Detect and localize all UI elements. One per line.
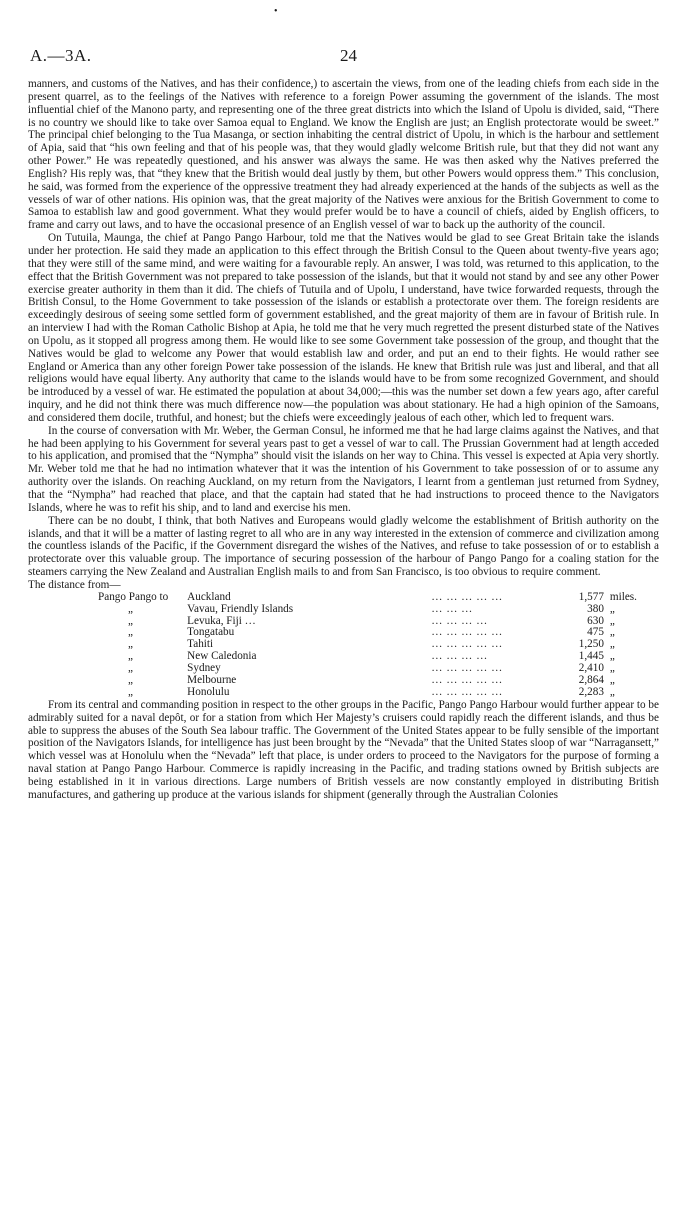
distance-miles: 1,250	[578, 638, 604, 651]
leader-dots: … … … … …	[431, 662, 503, 675]
distance-miles: 2,864	[578, 674, 604, 687]
distance-unit: miles.	[609, 590, 637, 603]
destination: Honolulu	[187, 686, 230, 698]
ditto-mark: „	[609, 686, 615, 698]
destination: Auckland	[187, 590, 231, 603]
ditto-mark: „	[609, 638, 615, 651]
destination: Melbourne	[187, 674, 237, 687]
paragraph-1: manners, and customs of the Natives, and has their confidence,) to ascertain the views, from one of the leading chiefs from each side in the present quarrel, as to the feelings of the Natives with reference to a foreign Power assuming the government of the islands. The most influential chief of the Manono party, and representing one of the three great districts into which the Island of Upolu is divided, said, “There is no country we should like to take over Samoa equal to England. We know the English are just; an English protectorate would be sweet.” The principal chief belonging to the Tua Masanga, or section inhabiting the central district of Upolu, in which is the harbour and settlement of Apia, said that “his own feeling and that of his people was, that they would gladly welcome British rule, but that they did not want any other Power.” He was repeatedly questioned, and his answer was always the same. He was then asked why the Natives preferred the English? His reply was, that “they knew that the British would deal justly by them, but other Powers would oppress them.” This conclusion, he said, was formed from the experience of the oppressive treatment they had already experienced at the hands of the subjects as well as the vessels of war of other nations. His opinion was, that the great majority of the Natives were anxious for the British Government to come to Samoa to establish law and good government. What they would prefer would be to have a council of chiefs, aided by English officers, to frame and carry out laws, and to have the occasional presence of an English vessel of war to back up the authority of the council.	[28, 78, 659, 232]
leader-dots: … … …	[431, 602, 473, 615]
ditto-mark: „	[609, 626, 615, 639]
destination: Levuka, Fiji …	[187, 614, 256, 627]
paragraph-3: In the course of conversation with Mr. Weber, the German Consul, he informed me that he had large claims against the Natives, and that he had been applying to his Government for several years past to get a vessel of war to call. The Prussian Government had at length acceded to his application, and promised that the “Nympha” should visit the islands on her way to China. This vessel is expected at Apia very shortly. Mr. Weber told me that he had no intimation whatever that it was the intention of his Government to take possession of or to assume any authority over the islands. On reaching Auckland, on my return from the Navigators, I learnt from a gentleman just returned from Sydney, that the “Nympha” had reached that place, and that the captain had stated that he had instructions to proceed thence to the Navigators Islands, where he was to refit his ship, and to land and exercise his men.	[28, 424, 659, 514]
ditto-mark: „	[609, 674, 615, 687]
distance-row	[98, 627, 659, 639]
destination: New Caledonia	[187, 650, 257, 663]
destination: Tahiti	[187, 638, 214, 651]
ditto-mark: „	[128, 650, 133, 663]
distance-miles: 630	[587, 614, 604, 627]
distance-row	[98, 663, 659, 675]
page-body	[28, 78, 659, 802]
leader-dots: … … … …	[431, 650, 488, 663]
destination: Vavau, Friendly Islands	[187, 602, 294, 615]
distance-row	[98, 592, 659, 604]
distance-miles: 380	[587, 602, 604, 615]
top-mark: •	[274, 6, 278, 17]
distance-intro: The distance from—	[28, 578, 121, 591]
distance-row	[98, 639, 659, 651]
distance-miles: 2,283	[578, 686, 604, 698]
page-number: 24	[340, 46, 357, 65]
ditto-mark: „	[128, 662, 133, 675]
distance-row	[98, 651, 659, 663]
distance-miles: 475	[587, 626, 604, 639]
paragraph-4: There can be no doubt, I think, that both Natives and Europeans would gladly welcome the establishment of British authority on the islands, and that it will be a matter of lasting regret to all who are in any way interested in the extension of commerce and civilization among the countless islands of the Pacific, if the Government disregard the wishes of the Natives, and refuse to take possession of or to establish a protectorate over this valuable group. The importance of securing possession of the harbour of Pango Pango for a coaling station for the steamers carrying the New Zealand and Australian English mails to and from San Francisco, is too obvious to require comment.	[28, 514, 659, 579]
destination: Tongatabu	[187, 626, 235, 639]
document-reference: A.—3A.	[30, 46, 92, 65]
leader-dots: … … … … …	[431, 674, 503, 687]
distance-miles: 2,410	[578, 662, 604, 675]
distance-row	[98, 687, 659, 699]
ditto-mark: „	[128, 602, 133, 615]
ditto-mark: „	[128, 674, 133, 687]
leader-dots: … … … … …	[431, 686, 503, 698]
from-label: Pango Pango to	[98, 590, 169, 603]
ditto-mark: „	[128, 614, 133, 627]
closing-paragraph: From its central and commanding position in respect to the other groups in the Pacific, Pango Pango Harbour would further appear to be admirably suited for a naval depôt, or for a station from which Her Majesty’s cruisers could rapidly reach the different islands, and thus be able to suppress the abuses of the South Sea labour traffic. The Government of the United States appear to be fully sensible of the important position of the Navigators Islands, for intelligence has just been brought by the “Nevada” that the United States sloop of war “Narragansett,” which vessel was at Honolulu when the “Nevada” left that place, is under orders to proceed to the Navigators for the purpose of forming a naval station at Pango Pango Harbour. Commerce is rapidly increasing in the Pacific, and trading stations owned by British subjects are being established in it in various directions. Large numbers of British vessels are now constantly employed in distributing British manufactures, and gathering up produce at the various islands for shipment (generally through the Australian Colonies	[28, 698, 659, 801]
distance-row	[98, 675, 659, 687]
ditto-mark: „	[609, 650, 615, 663]
leader-dots: … … … … …	[431, 590, 503, 603]
ditto-mark: „	[609, 662, 615, 675]
distance-row	[98, 604, 659, 616]
ditto-mark: „	[609, 602, 615, 615]
distance-table	[98, 592, 659, 699]
leader-dots: … … … … …	[431, 638, 503, 651]
destination: Sydney	[187, 662, 221, 675]
ditto-mark: „	[128, 626, 133, 639]
ditto-mark: „	[128, 686, 133, 698]
distance-miles: 1,445	[578, 650, 604, 663]
ditto-mark: „	[128, 638, 133, 651]
leader-dots: … … … … …	[431, 626, 503, 639]
distance-miles: 1,577	[578, 590, 604, 603]
paragraph-2: On Tutuila, Maunga, the chief at Pango Pango Harbour, told me that the Natives would be glad to see Great Britain take the islands under her protection. He said they made an application to this effect through the British Consul to the Queen about twenty-five years ago; that they were still of the same mind, and were waiting for a favourable reply. An answer, I was told, was returned to this application, to the effect that the British Government was not prepared to take possession of the islands, but that it would not stand by and see any other Power exercise greater authority in them than it did. The chiefs of Tutuila and of Upolu, I understand, have twice forwarded requests, through the British Consul, to the Home Government to take possession of the islands or establish a protectorate over them. The foreign residents are exceedingly desirous of seeing some settled form of government established, and the great majority of them are in favour of British rule. In an interview I had with the Roman Catholic Bishop at Apia, he told me that he very much regretted the present disturbed state of the Natives on Upolu, as it stopped all progress among them. He would like to see some Government take possession of the group, and thought that the Natives would be glad to welcome any Power that would establish law and order, and put an end to their fights. He would rather see England or America than any other foreign Power take possession of the islands. He knew that British rule was just and liberal, and that all religions would have equal liberty. Any authority that came to the islands would have to be from some recognized Government, and should be introduced by a vessel of war. He estimated the population at about 34,000;—this was the number set down a few years ago, after careful inquiry, and he did not think there was much difference now—the population was about stationary. He had a high opinion of the Samoans, and considered them docile, truthful, and honest; but the chiefs were exceedingly jealous of each other, which led to frequent wars.	[28, 232, 659, 424]
distance-row	[98, 616, 659, 628]
page-header	[30, 46, 670, 70]
leader-dots: … … … …	[431, 614, 488, 627]
ditto-mark: „	[609, 614, 615, 627]
